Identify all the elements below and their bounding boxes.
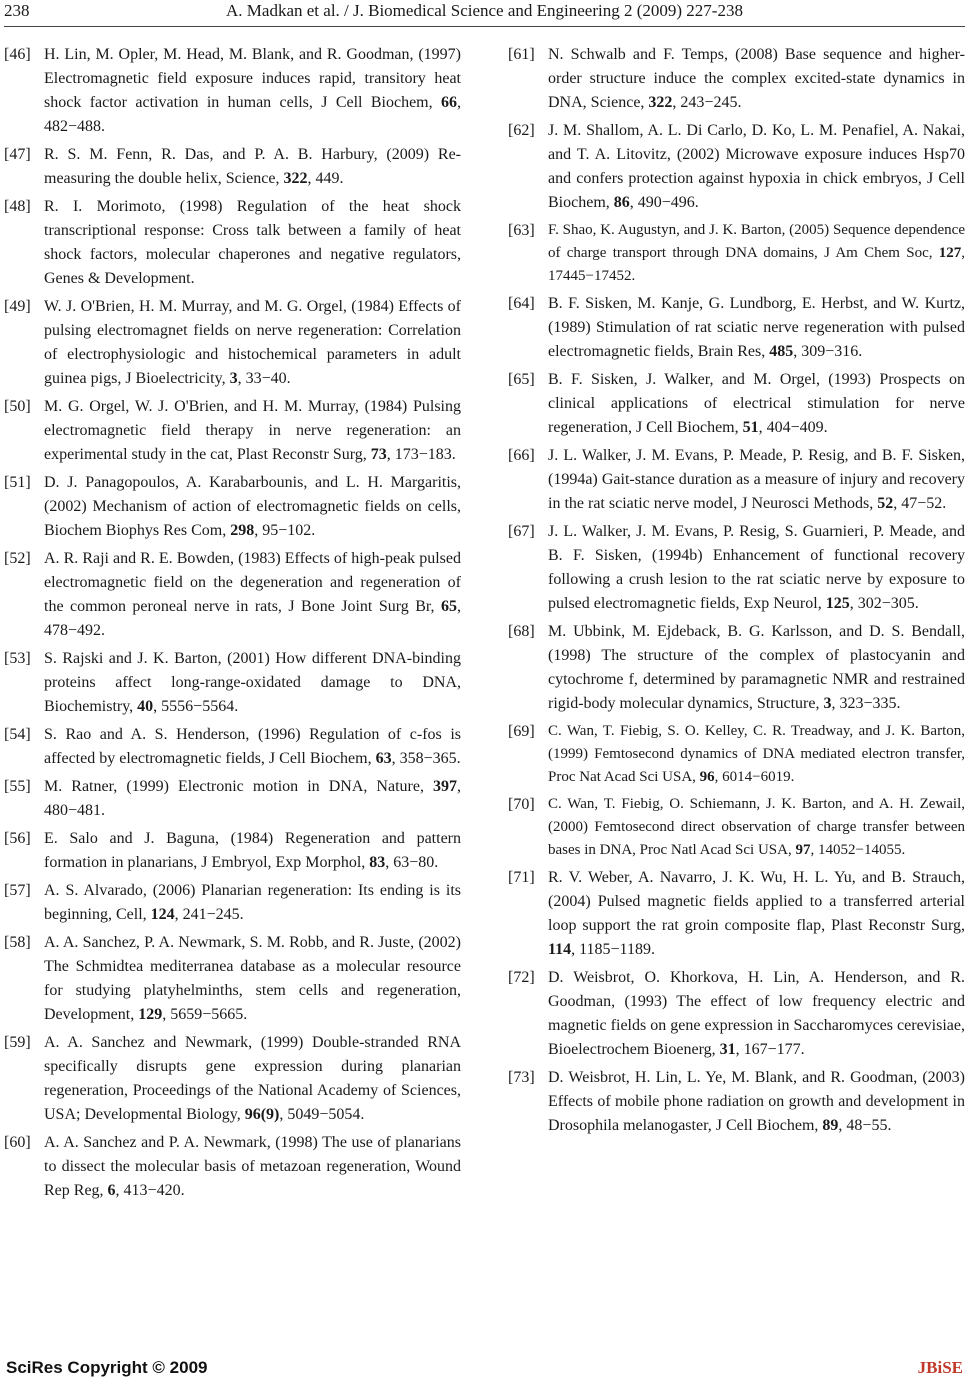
reference-text bbox=[44, 43, 461, 139]
reference-citation: R. I. Morimoto, (1998) Regulation of the heat shock transcriptional response: Cross talk between a family of heat shock factors, molecular chaperones and negative regulators, Genes & Development. bbox=[44, 198, 461, 287]
reference-pages: , 33−40. bbox=[237, 370, 291, 387]
reference-volume: 40 bbox=[137, 698, 154, 715]
reference-volume: 89 bbox=[822, 1117, 839, 1134]
reference-pages: , 482−488. bbox=[44, 94, 461, 135]
reference-citation: B. F. Sisken, M. Kanje, G. Lundborg, E. Herbst, and W. Kurtz, (1989) Stimulation of rat sciatic nerve regeneration with pulsed electromagnetic fields, Brain Res, bbox=[548, 295, 965, 360]
reference-citation: S. Rajski and J. K. Barton, (2001) How different DNA-binding proteins affect long-range-oxidated damage to DNA, Biochemistry, bbox=[44, 650, 461, 715]
reference-pages: , 1185−1189. bbox=[571, 941, 655, 958]
reference-volume: 66 bbox=[441, 94, 457, 111]
reference-volume: 73 bbox=[370, 446, 387, 463]
reference-entry bbox=[508, 368, 965, 440]
reference-citation: W. J. O'Brien, H. M. Murray, and M. G. Orgel, (1984) Effects of pulsing electromagnet fields on nerve regeneration: Correlation of electrophysiologic and histochemical parameters in adult guinea pigs, J Bioelectricity, bbox=[44, 298, 461, 387]
reference-pages: , 449. bbox=[307, 170, 344, 187]
reference-number: [51] bbox=[4, 474, 31, 491]
reference-entry bbox=[508, 292, 965, 364]
reference-citation: C. Wan, T. Fiebig, S. O. Kelley, C. R. Treadway, and J. K. Barton, (1999) Femtosecond dynamics of DNA mediated electron transfer, Proc Nat Acad Sci USA, bbox=[548, 723, 965, 785]
reference-citation: A. A. Sanchez and P. A. Newmark, (1998) The use of planarians to dissect the molecular basis of metazoan regeneration, Wound Rep Reg, bbox=[44, 1134, 461, 1199]
reference-pages: , 478−492. bbox=[44, 598, 461, 639]
reference-entry bbox=[508, 793, 965, 862]
reference-entry bbox=[4, 647, 461, 719]
reference-text bbox=[44, 143, 461, 191]
reference-text bbox=[548, 292, 965, 364]
reference-text bbox=[548, 966, 965, 1062]
reference-citation: R. S. M. Fenn, R. Das, and P. A. B. Harbury, (2009) Re-measuring the double helix, Science, bbox=[44, 146, 461, 187]
reference-citation: S. Rao and A. S. Henderson, (1996) Regulation of c-fos is affected by electromagnetic fields, J Cell Biochem, bbox=[44, 726, 461, 767]
reference-volume: 96(9) bbox=[244, 1106, 280, 1123]
reference-text bbox=[44, 395, 461, 467]
reference-pages: , 17445−17452. bbox=[548, 245, 965, 284]
running-header bbox=[0, 0, 969, 26]
reference-entry bbox=[508, 966, 965, 1062]
reference-citation: M. Ratner, (1999) Electronic motion in DNA, Nature, bbox=[44, 778, 433, 795]
reference-entry bbox=[508, 43, 965, 115]
reference-citation: D. Weisbrot, H. Lin, L. Ye, M. Blank, and R. Goodman, (2003) Effects of mobile phone radiation on growth and development in Drosophila melanogaster, J Cell Biochem, bbox=[548, 1069, 965, 1134]
reference-entry bbox=[508, 1066, 965, 1138]
reference-entry bbox=[4, 775, 461, 823]
reference-text bbox=[548, 620, 965, 716]
reference-pages: , 323−335. bbox=[831, 695, 901, 712]
reference-text bbox=[548, 793, 965, 862]
reference-text bbox=[44, 723, 461, 771]
reference-text bbox=[44, 827, 461, 875]
reference-volume: 83 bbox=[369, 854, 386, 871]
reference-entry bbox=[508, 720, 965, 789]
reference-citation: B. F. Sisken, J. Walker, and M. Orgel, (1993) Prospects on clinical applications of electrical stimulation for nerve regeneration, J Cell Biochem, bbox=[548, 371, 965, 436]
reference-volume: 97 bbox=[795, 842, 811, 858]
reference-number: [58] bbox=[4, 934, 31, 951]
reference-number: [55] bbox=[4, 778, 31, 795]
reference-volume: 322 bbox=[283, 170, 308, 187]
reference-citation: J. L. Walker, J. M. Evans, P. Resig, S. Guarnieri, P. Meade, and B. F. Sisken, (1994b) Enhancement of functional recovery following a crush lesion to the rat sciatic nerve by exposure to pulsed electromagnetic fields, Exp Neurol, bbox=[548, 523, 965, 612]
reference-citation: A. S. Alvarado, (2006) Planarian regeneration: Its ending is its beginning, Cell, bbox=[44, 882, 461, 923]
reference-volume: 129 bbox=[138, 1006, 163, 1023]
reference-pages: , 47−52. bbox=[893, 495, 947, 512]
reference-entry bbox=[508, 620, 965, 716]
reference-pages: , 490−496. bbox=[629, 194, 699, 211]
reference-text bbox=[44, 879, 461, 927]
reference-number: [53] bbox=[4, 650, 31, 667]
reference-pages: , 358−365. bbox=[391, 750, 461, 767]
reference-entry bbox=[4, 879, 461, 927]
reference-text bbox=[44, 931, 461, 1027]
running-title: A. Madkan et al. / J. Biomedical Science and Engineering 2 (2009) 227-238 bbox=[226, 1, 743, 20]
reference-entry bbox=[508, 866, 965, 962]
reference-number: [69] bbox=[508, 723, 535, 740]
copyright-notice: SciRes Copyright © 2009 bbox=[6, 1358, 208, 1377]
reference-entry bbox=[4, 143, 461, 191]
reference-text bbox=[44, 775, 461, 823]
reference-pages: , 14052−14055. bbox=[810, 842, 906, 858]
reference-pages: , 404−409. bbox=[758, 419, 828, 436]
reference-number: [52] bbox=[4, 550, 31, 567]
reference-number: [48] bbox=[4, 198, 31, 215]
journal-abbreviation: JBiSE bbox=[917, 1358, 963, 1377]
reference-volume: 86 bbox=[613, 194, 630, 211]
reference-volume: 6 bbox=[107, 1182, 116, 1199]
reference-volume: 125 bbox=[825, 595, 850, 612]
reference-volume: 63 bbox=[375, 750, 392, 767]
reference-text bbox=[548, 866, 965, 962]
reference-citation: M. Ubbink, M. Ejdeback, B. G. Karlsson, and D. S. Bendall, (1998) The structure of the complex of plastocyanin and cytochrome f, determined by paramagnetic NMR and restrained rigid-body molecular dynamics, Structure, bbox=[548, 623, 965, 712]
reference-pages: , 63−80. bbox=[385, 854, 439, 871]
reference-text bbox=[548, 43, 965, 115]
reference-citation: E. Salo and J. Baguna, (1984) Regeneration and pattern formation in planarians, J Embryol, Exp Morphol, bbox=[44, 830, 461, 871]
reference-volume: 127 bbox=[938, 245, 962, 261]
reference-number: [66] bbox=[508, 447, 535, 464]
reference-text bbox=[548, 1066, 965, 1138]
reference-text bbox=[548, 444, 965, 516]
reference-number: [47] bbox=[4, 146, 31, 163]
reference-column-right bbox=[508, 43, 965, 1142]
reference-entry bbox=[4, 295, 461, 391]
reference-number: [46] bbox=[4, 46, 31, 63]
reference-entry bbox=[4, 1031, 461, 1127]
reference-text bbox=[548, 219, 965, 288]
reference-pages: , 241−245. bbox=[174, 906, 244, 923]
reference-number: [57] bbox=[4, 882, 31, 899]
reference-pages: , 173−183. bbox=[386, 446, 456, 463]
reference-pages: , 6014−6019. bbox=[714, 769, 795, 785]
reference-citation: D. Weisbrot, O. Khorkova, H. Lin, A. Henderson, and R. Goodman, (1993) The effect of low frequency electric and magnetic fields on gene expression in Saccharomyces cerevisiae, Bioelectrochem Bioenerg, bbox=[548, 969, 965, 1058]
reference-entry bbox=[4, 827, 461, 875]
reference-number: [61] bbox=[508, 46, 535, 63]
reference-entry bbox=[4, 43, 461, 139]
reference-text bbox=[44, 647, 461, 719]
reference-entry bbox=[4, 547, 461, 643]
reference-number: [56] bbox=[4, 830, 31, 847]
reference-text bbox=[44, 195, 461, 291]
reference-text bbox=[548, 720, 965, 789]
reference-entry bbox=[4, 931, 461, 1027]
reference-entry bbox=[4, 723, 461, 771]
reference-volume: 114 bbox=[548, 941, 572, 958]
reference-number: [65] bbox=[508, 371, 535, 388]
reference-entry bbox=[4, 471, 461, 543]
reference-volume: 65 bbox=[441, 598, 457, 615]
reference-citation: N. Schwalb and F. Temps, (2008) Base sequence and higher-order structure induce the complex excited-state dynamics in DNA, Science, bbox=[548, 46, 965, 111]
reference-entry bbox=[4, 395, 461, 467]
reference-number: [63] bbox=[508, 222, 535, 239]
reference-pages: , 95−102. bbox=[254, 522, 316, 539]
reference-number: [60] bbox=[4, 1134, 31, 1151]
reference-pages: , 5659−5665. bbox=[162, 1006, 248, 1023]
reference-text bbox=[548, 368, 965, 440]
reference-entry bbox=[508, 444, 965, 516]
reference-citation: C. Wan, T. Fiebig, O. Schiemann, J. K. Barton, and A. H. Zewail, (2000) Femtosecond direct observation of charge transfer between bases in DNA, Proc Natl Acad Sci USA, bbox=[548, 796, 965, 858]
reference-number: [50] bbox=[4, 398, 31, 415]
reference-volume: 52 bbox=[877, 495, 894, 512]
reference-volume: 397 bbox=[433, 778, 457, 795]
reference-volume: 51 bbox=[742, 419, 759, 436]
reference-citation: R. V. Weber, A. Navarro, J. K. Wu, H. L. Yu, and B. Strauch, (2004) Pulsed magnetic fields applied to a transferred arterial loop support the rat groin composite flap, Plast Reconstr Surg, bbox=[548, 869, 965, 934]
reference-text bbox=[44, 1131, 461, 1203]
reference-volume: 322 bbox=[648, 94, 673, 111]
reference-number: [54] bbox=[4, 726, 31, 743]
reference-column-left bbox=[4, 43, 461, 1207]
reference-volume: 124 bbox=[150, 906, 175, 923]
reference-pages: , 302−305. bbox=[849, 595, 919, 612]
reference-number: [59] bbox=[4, 1034, 31, 1051]
reference-text bbox=[44, 1031, 461, 1127]
page-number: 238 bbox=[4, 1, 30, 20]
reference-volume: 3 bbox=[229, 370, 238, 387]
header-rule bbox=[4, 26, 965, 27]
reference-text bbox=[548, 119, 965, 215]
page-footer bbox=[0, 1358, 969, 1382]
reference-number: [70] bbox=[508, 796, 535, 813]
reference-entry bbox=[4, 1131, 461, 1203]
reference-number: [62] bbox=[508, 122, 535, 139]
reference-pages: , 243−245. bbox=[672, 94, 742, 111]
reference-text bbox=[44, 547, 461, 643]
reference-citation: A. A. Sanchez, P. A. Newmark, S. M. Robb, and R. Juste, (2002) The Schmidtea mediterranea database as a molecular resource for studying platyhelminths, stem cells and regeneration, Development, bbox=[44, 934, 461, 1023]
reference-number: [64] bbox=[508, 295, 535, 312]
reference-pages: , 309−316. bbox=[793, 343, 863, 360]
reference-pages: , 48−55. bbox=[838, 1117, 892, 1134]
reference-citation: A. A. Sanchez and Newmark, (1999) Double-stranded RNA specifically disrupts gene expression during planarian regeneration, Proceedings of the National Academy of Sciences, USA; Developmental Biology, bbox=[44, 1034, 461, 1123]
reference-citation: D. J. Panagopoulos, A. Karabarbounis, and L. H. Margaritis, (2002) Mechanism of action of electromagnetic fields on cells, Biochem Biophys Res Com, bbox=[44, 474, 461, 539]
reference-number: [71] bbox=[508, 869, 535, 886]
reference-citation: J. L. Walker, J. M. Evans, P. Meade, P. Resig, and B. F. Sisken, (1994a) Gait-stance duration as a measure of injury and recovery in the rat sciatic nerve model, J Neurosci Methods, bbox=[548, 447, 965, 512]
reference-citation: J. M. Shallom, A. L. Di Carlo, D. Ko, L. M. Penafiel, A. Nakai, and T. A. Litovitz, (2002) Microwave exposure induces Hsp70 and confers protection against hypoxia in chick embryos, J Cell Biochem, bbox=[548, 122, 965, 211]
reference-entry bbox=[508, 520, 965, 616]
reference-volume: 298 bbox=[230, 522, 255, 539]
reference-citation: A. R. Raji and R. E. Bowden, (1983) Effects of high-peak pulsed electromagnetic field on the degeneration and regeneration of the common peroneal nerve in rats, J Bone Joint Surg Br, bbox=[44, 550, 461, 615]
reference-number: [68] bbox=[508, 623, 535, 640]
reference-volume: 96 bbox=[699, 769, 715, 785]
reference-volume: 485 bbox=[769, 343, 794, 360]
reference-pages: , 5049−5054. bbox=[279, 1106, 365, 1123]
reference-number: [72] bbox=[508, 969, 535, 986]
reference-citation: M. G. Orgel, W. J. O'Brien, and H. M. Murray, (1984) Pulsing electromagnetic field therapy in nerve regeneration: an experimental study in the cat, Plast Reconstr Surg, bbox=[44, 398, 461, 463]
reference-pages: , 167−177. bbox=[735, 1041, 805, 1058]
reference-pages: , 480−481. bbox=[44, 778, 461, 819]
reference-pages: , 413−420. bbox=[115, 1182, 185, 1199]
reference-entry bbox=[4, 195, 461, 291]
reference-text bbox=[44, 471, 461, 543]
reference-text bbox=[548, 520, 965, 616]
reference-volume: 3 bbox=[823, 695, 832, 712]
reference-number: [67] bbox=[508, 523, 535, 540]
reference-number: [73] bbox=[508, 1069, 535, 1086]
reference-volume: 31 bbox=[719, 1041, 736, 1058]
reference-citation: F. Shao, K. Augustyn, and J. K. Barton, (2005) Sequence dependence of charge transport through DNA domains, J Am Chem Soc, bbox=[548, 222, 965, 261]
reference-pages: , 5556−5564. bbox=[153, 698, 239, 715]
reference-entry bbox=[508, 219, 965, 288]
reference-citation: H. Lin, M. Opler, M. Head, M. Blank, and R. Goodman, (1997) Electromagnetic field exposure induces rapid, transitory heat shock factor activation in human cells, J Cell Biochem, bbox=[44, 46, 461, 111]
reference-text bbox=[44, 295, 461, 391]
reference-number: [49] bbox=[4, 298, 31, 315]
reference-entry bbox=[508, 119, 965, 215]
